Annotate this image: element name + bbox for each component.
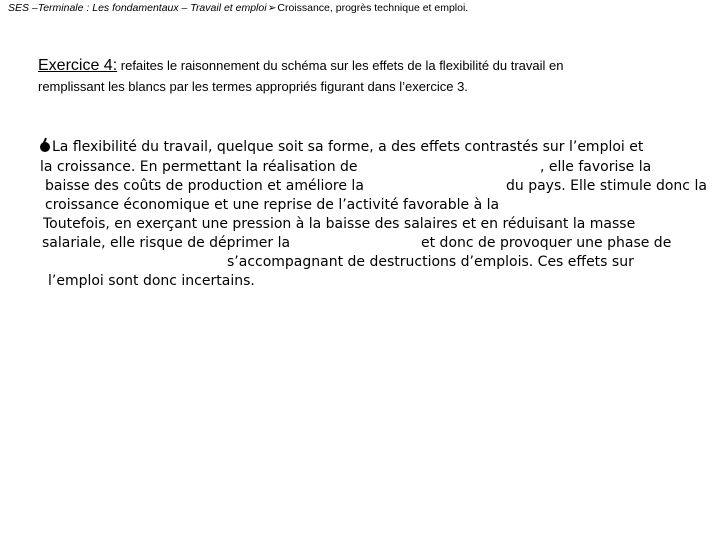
text-line-3: baisse des coûts de production et améliore la [45,178,364,194]
text-line-4: croissance économique et une reprise de l’activité favorable à la [45,197,500,213]
text-line-8: l’emploi sont donc incertains. [48,273,255,289]
text-line-7: s’accompagnant de destructions d’emplois. Ces effets sur [227,254,634,270]
text-line-6-end: et donc de provoquer une phase de [421,235,672,251]
header-subject: SES –Terminale : Les fondamentaux – Travail et emploi [8,2,267,14]
text-line-2: la croissance. En permettant la réalisation de [40,159,358,175]
exercise-label: Exercice 4: [38,57,118,74]
text-line-5: Toutefois, en exerçant une pression à la baisse des salaires et en réduisant la masse [43,216,636,232]
page-header [8,2,468,14]
bomb-icon [40,142,50,152]
text-line-3-end: du pays. Elle stimule donc la [506,178,707,194]
header-topic: Croissance, progrès technique et emploi. [277,2,469,14]
text-line-6: salariale, elle risque de déprimer la [42,235,291,251]
instruction-line-1: refaites le raisonnement du schéma sur les effets de la flexibilité du travail en [120,58,564,73]
text-line-2-end: , elle favorise la [540,159,652,175]
text-line-1: La flexibilité du travail, quelque soit sa forme, a des effets contrastés sur l’emploi et [40,137,643,157]
instruction-line-2: remplissant les blancs par les termes appropriés figurant dans l’exercice 3. [38,79,468,94]
exercise-instruction [38,55,698,97]
arrow-icon: ➢ [267,2,277,14]
